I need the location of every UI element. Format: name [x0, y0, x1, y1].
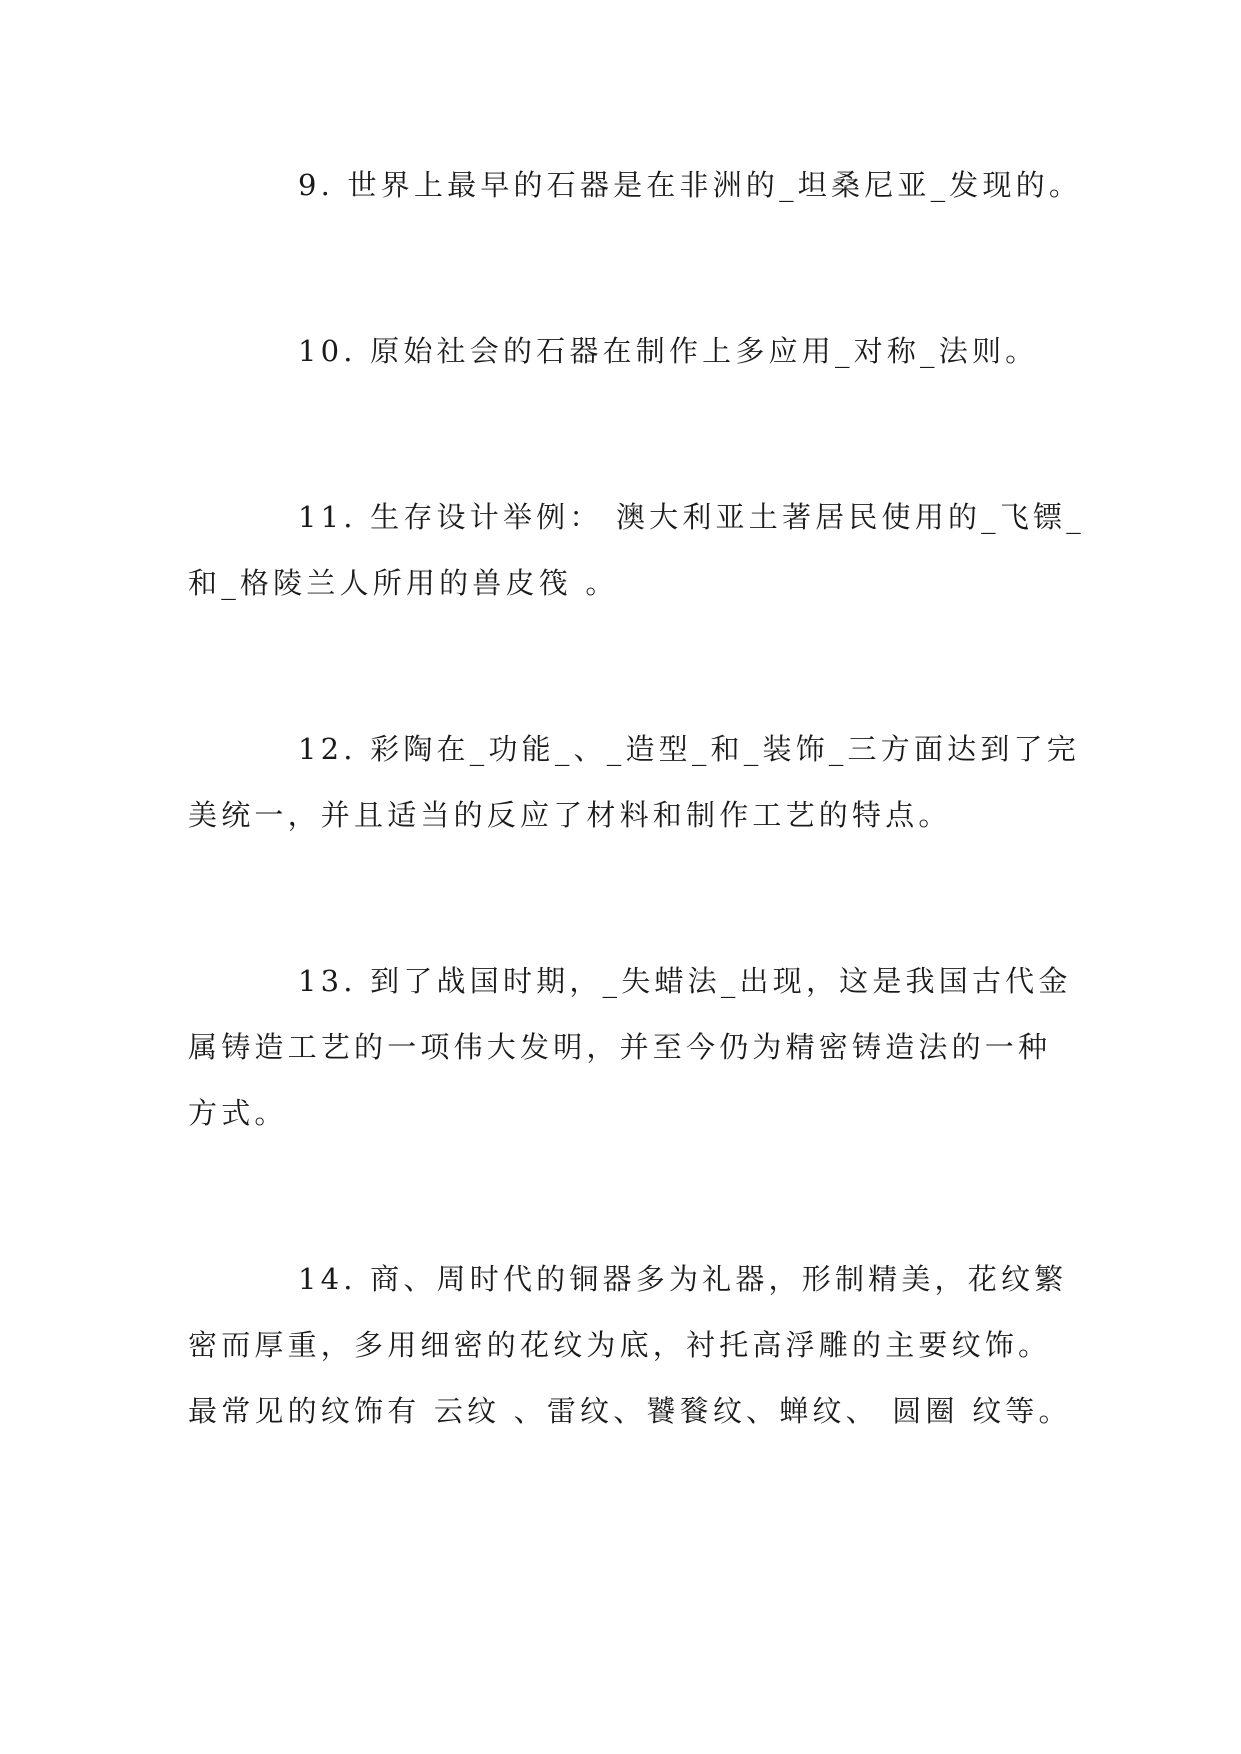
item-13-line-2: 属铸造工艺的一项伟大发明，并至今仍为精密铸造法的一种	[188, 1030, 1052, 1064]
item-14-line-2: 密而厚重，多用细密的花纹为底，衬托高浮雕的主要纹饰。	[188, 1328, 1052, 1362]
item-11-line-1: 11. 生存设计举例： 澳大利亚土著居民使用的_飞镖_	[298, 500, 1085, 534]
item-13-line-3: 方式。	[188, 1096, 288, 1130]
item-13-line-1: 13. 到了战国时期，_失蜡法_出现，这是我国古代金	[298, 964, 1072, 998]
item-12-line-1: 12. 彩陶在_功能_、_造型_和_装饰_三方面达到了完	[298, 732, 1080, 766]
item-9-line-1: 9. 世界上最早的石器是在非洲的_坦桑尼亚_发现的。	[298, 168, 1083, 202]
item-11-line-2: 和_格陵兰人所用的兽皮筏 。	[188, 566, 619, 600]
item-12-line-2: 美统一，并且适当的反应了材料和制作工艺的特点。	[188, 798, 952, 832]
item-10-line-1: 10. 原始社会的石器在制作上多应用_对称_法则。	[298, 334, 1039, 368]
item-14-line-3: 最常见的纹饰有 云纹 、雷纹、饕餮纹、蝉纹、 圆圈 纹等。	[188, 1394, 1072, 1428]
item-14-line-1: 14. 商、周时代的铜器多为礼器，形制精美，花纹繁	[298, 1262, 1068, 1296]
